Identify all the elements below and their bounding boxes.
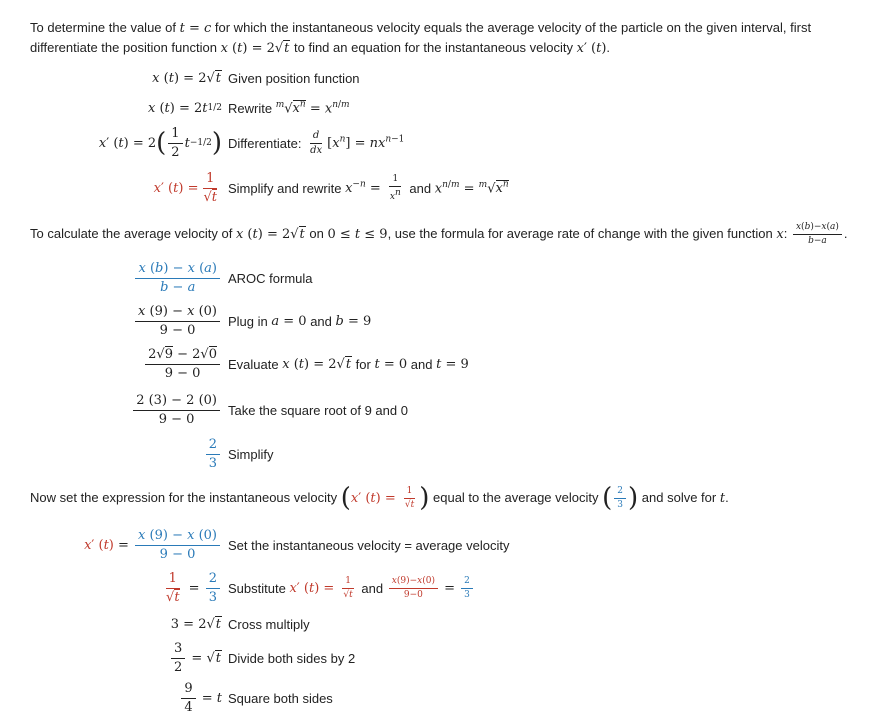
solve-desc: Divide both sides by 2: [228, 650, 356, 666]
math-a-val: a = 0: [271, 313, 307, 329]
solve-desc: [228, 566, 475, 610]
math-t9: t = 9: [436, 356, 469, 372]
solve-text-a: Now set the expression for the instantaneous velocity: [30, 489, 341, 505]
math-velocity-fn: x′ (t): [576, 41, 607, 56]
step-lhs: x ( t ) = 2 √t: [152, 70, 221, 86]
math-inst-vel: (x′ (t) = $\frac{1}{√t}$ ): [340, 482, 430, 513]
math-power-rule: $\frac{d}{dx}$ $[x^n] = nx^{n-1}$: [310, 129, 405, 156]
step-desc-text: Rewrite: [228, 100, 273, 116]
aroc-desc-text: Evaluate: [228, 356, 279, 372]
solve-row-set: [0, 524, 890, 566]
math-neg-exp: $x^{-n}$ = $\frac{1}{x^n}$: [345, 173, 401, 202]
solve-desc: Set the instantaneous velocity = average velocity: [228, 537, 510, 553]
step-row-differentiate: [0, 120, 890, 166]
aroc-text-b: on: [305, 225, 328, 241]
aroc-desc: AROC formula: [228, 270, 313, 286]
step-desc: Given position function: [228, 70, 360, 86]
solve-lhs: $\frac{9}{4}$ = t: [179, 678, 222, 718]
math-position-fn: x (t) = 2√t: [282, 356, 352, 372]
aroc-desc: [228, 343, 469, 385]
step-desc: [228, 120, 404, 166]
aroc-desc: Take the square root of 9 and 0: [228, 402, 408, 418]
aroc-desc-text: Plug in: [228, 313, 268, 329]
step-lhs: x ′ ( t ) = $\frac{1}{√t}$: [153, 170, 217, 205]
solve-row-cross: [0, 612, 890, 636]
math-position-fn: x (t) = 2√t: [235, 226, 305, 242]
aroc-lhs: [204, 434, 222, 474]
solve-desc-text: Substitute: [228, 580, 286, 596]
aroc-row-simplify: [0, 434, 890, 474]
intro-paragraph: [30, 18, 880, 58]
aroc-desc-and: and: [410, 356, 433, 372]
aroc-row-plug: [0, 300, 890, 342]
solve-desc: Square both sides: [228, 690, 333, 706]
intro-text-b: for which the instantaneous velocity equals the average velocity of the particle on the given interval, first differentiate the position function: [30, 20, 812, 55]
aroc-lhs: $\frac{x (9) - x (0)}{9 - 0}$: [133, 300, 222, 342]
math-t: t: [719, 490, 726, 506]
step-lhs: x ′ ( t ) = 2 ( $\frac{1}{2}$ t −1/2 ): [98, 125, 222, 160]
aroc-lhs: $\frac{2 (3) - 2 (0)}{9 - 0}$: [131, 388, 222, 432]
aroc-desc: Simplify: [228, 446, 274, 462]
step-desc-and: and: [409, 180, 432, 196]
aroc-intro-paragraph: [30, 222, 880, 247]
math-interval: 0 ≤ t ≤ 9: [327, 226, 388, 242]
solve-lhs: x′ (t) = $\frac{x (9) - x (0)}{9 - 0}$: [84, 524, 222, 566]
aroc-desc-for: for: [355, 356, 371, 372]
solve-intro-paragraph: [30, 482, 880, 513]
solve-lhs: 3 = 2 √t: [170, 616, 221, 632]
math-x: x: [776, 226, 784, 242]
solve-text-d: .: [725, 489, 729, 505]
aroc-row-sqrt: [0, 388, 890, 432]
math-t-eq-c: t = c: [179, 21, 212, 36]
solve-desc-and: and: [361, 580, 384, 596]
math-avg-vel-sub: $\frac{x(9)-x(0)}{9-0}$ = $\frac{2}{3}$: [387, 576, 475, 601]
aroc-row-evaluate: [0, 343, 890, 385]
solve-lhs: $\frac{1}{√t}$ = $\frac{2}{3}$: [161, 566, 222, 610]
aroc-num: 2: [206, 437, 220, 455]
math-aroc-small: $\frac{x(b)-x(a)}{b-a}$: [791, 227, 844, 242]
aroc-desc: [228, 300, 371, 342]
solve-lhs: $\frac{3}{2}$ = √t: [169, 638, 222, 678]
solve-row-substitute: [0, 566, 890, 610]
math-frac-exp: $x^{n/m} = ^m√x^n$: [434, 179, 509, 197]
aroc-lhs: $\frac{2√9 - 2√0}{9 - 0}$: [143, 343, 222, 385]
aroc-text-a: To calculate the average velocity of: [30, 225, 236, 241]
aroc-text-c: , use the formula for average rate of change with the given function: [387, 225, 777, 241]
solve-row-square: [0, 678, 890, 718]
math-position-fn: x (t) = 2√t: [220, 41, 290, 56]
math-avg-vel: ( $\frac{2}{3}$ ): [602, 482, 639, 513]
intro-text-a: To determine the value of: [30, 20, 180, 35]
math-b-val: b = 9: [335, 313, 372, 329]
step-desc-text: Simplify and rewrite: [228, 180, 342, 196]
step-desc-text: Differentiate:: [228, 135, 302, 151]
step-lhs: x ( t ) = 2 t 1/2: [147, 100, 222, 116]
aroc-desc-and: and: [310, 313, 332, 329]
intro-text-d: .: [606, 40, 611, 55]
math-inst-vel-sub: x′ (t) = $\frac{1}{√t}$: [289, 575, 353, 600]
solve-text-c: and solve for: [638, 489, 720, 505]
aroc-text-e: .: [843, 225, 848, 241]
math-t0: t = 0: [374, 356, 408, 372]
step-desc: [228, 166, 509, 210]
aroc-lhs: $\frac{x (b) - x (a)}{b - a}$: [133, 256, 222, 300]
math-root-rule: $^m√x^n = x^{n/m}$: [275, 99, 350, 117]
aroc-den: 3: [208, 455, 217, 471]
aroc-text-d: :: [783, 225, 788, 241]
step-row-simplify: [0, 166, 890, 210]
intro-text-c: to find an equation for the instantaneous velocity: [290, 40, 577, 55]
solve-desc: Cross multiply: [228, 616, 310, 632]
solve-text-b: equal to the average velocity: [429, 489, 603, 505]
aroc-row-formula: [0, 256, 890, 300]
solve-row-divide: [0, 638, 890, 678]
